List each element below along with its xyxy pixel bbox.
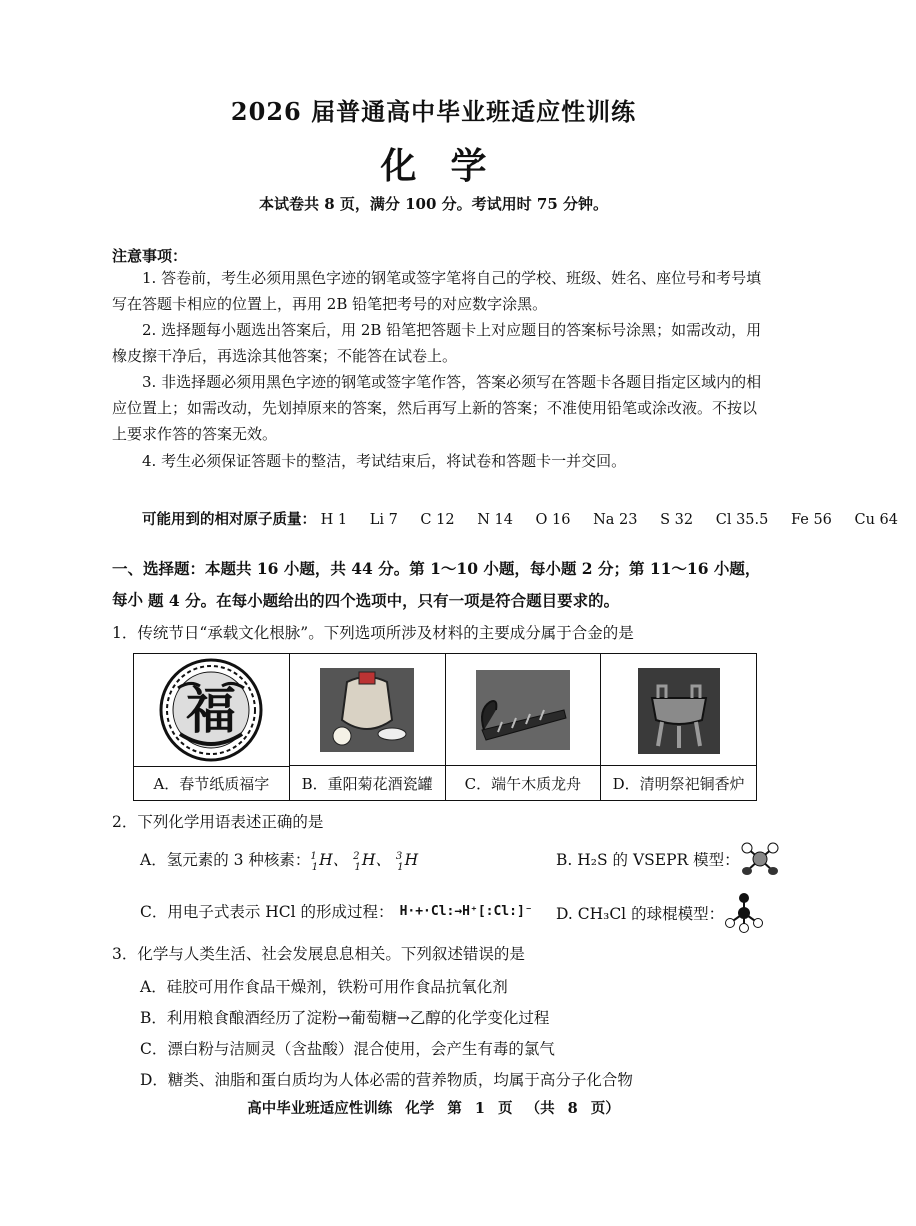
exam-title: 2026 届普通高中毕业班适应性训练 [230, 97, 637, 126]
atomic-mass: Cu 64 [854, 512, 899, 528]
option-c-cell [446, 654, 602, 800]
porcelain-jar-image [290, 654, 445, 766]
question-3-stem: 3．化学与人类生活、社会发展息息相关。下列叙述错误的是 [112, 945, 525, 963]
option-b-cell [290, 654, 446, 800]
fu-character: 福 [186, 681, 237, 740]
question-2-option-b: B. H₂S 的 VSEPR 模型： [556, 840, 780, 878]
question-2-option-d: D. CH₃Cl 的球棍模型： [556, 893, 764, 933]
question-3-option-a: A．硅胶可用作食品干燥剂，铁粉可用作食品抗氧化剂 [140, 978, 508, 996]
atomic-mass: Li 7 [369, 512, 398, 528]
atomic-masses [142, 508, 916, 529]
question-3-option-c: C．漂白粉与洁厕灵（含盐酸）混合使用，会产生有毒的氯气 [140, 1040, 555, 1058]
section-heading: 一、选择题：本题共 16 小题，共 44 分。第 1～10 小题，每小题 2 分；第 11～16 小题，每小 [112, 559, 761, 609]
option-a-cell [134, 654, 290, 800]
notice-item: 4. 考生必须保证答题卡的整洁，考试结束后，将试卷和答题卡一并交回。 [142, 452, 627, 470]
atomic-mass: S 32 [660, 512, 694, 528]
page-footer: 高中毕业班适应性训练 化学 第 1 页 （共 8 页） [247, 1100, 620, 1117]
notice-title: 注意事项： [112, 247, 188, 265]
atomic-mass: C 12 [420, 512, 455, 528]
question-3-option-b: B．利用粮食酿酒经历了淀粉→葡萄糖→乙醇的化学变化过程 [140, 1009, 550, 1027]
atomic-mass: O 16 [535, 512, 571, 528]
question-2-option-a: A．氢元素的 3 种核素： $^1_1$H、 $^2_1$H、 $^3_1$H [140, 848, 418, 870]
fu-paper-cut-image [134, 654, 289, 767]
hydrogen-isotopes: $^1_1$H、 $^2_1$H、 $^3_1$H [310, 851, 419, 873]
atomic-mass: N 14 [477, 512, 513, 528]
ball-stick-model-icon [724, 893, 764, 933]
hcl-electron-formula: H·+·Cl:→H⁺[:Cl:]⁻ [399, 903, 533, 919]
atomic-mass: Cl 35.5 [715, 512, 769, 528]
option-d-caption: D．清明祭祀铜香炉 [612, 774, 745, 793]
question-2-option-c: C．用电子式表示 HCl 的形成过程： H·+·Cl:→H⁺[:Cl:]⁻ [140, 903, 533, 921]
vsepr-model-icon [740, 840, 780, 878]
section-heading-cont: 题 4 分。在每小题给出的四个选项中，只有一项是符合题目要求的。 [148, 591, 620, 610]
atomic-masses-label: 可能用到的相对原子质量： [142, 511, 316, 528]
dragon-boat-image [446, 654, 601, 766]
exam-info: 本试卷共 8 页，满分 100 分。考试用时 75 分钟。 [259, 195, 608, 213]
question-1-image-table [133, 653, 757, 801]
atomic-mass: Fe 56 [790, 512, 832, 528]
question-3-option-d: D．糖类、油脂和蛋白质均为人体必需的营养物质，均属于高分子化合物 [140, 1071, 633, 1089]
notice-item: 3. 非选择题必须用黑色字迹的钢笔或签字笔作答，答案必须写在答题卡各题目指定区域内的相应位置上；如需改动，先划掉原来的答案，然后再写上新的答案；不准使用铅笔或涂改液。不按以上要求作答的答案无效。 [112, 373, 762, 443]
notice-item: 2. 选择题每小题选出答案后，用 2B 铅笔把答题卡上对应题目的答案标号涂黑；如需改动，用橡皮擦干净后，再选涂其他答案；不能答在试卷上。 [112, 321, 762, 365]
bronze-censer-image [601, 654, 756, 766]
question-2-stem: 2．下列化学用语表述正确的是 [112, 813, 324, 831]
notice-item: 1. 答卷前，考生必须用黑色字迹的钢笔或签字笔将自己的学校、班级、姓名、座位号和考号填写在答题卡相应的位置上，再用 2B 铅笔把考号的对应数字涂黑。 [112, 269, 762, 313]
option-a-caption: A．春节纸质福字 [153, 775, 270, 793]
option-c-caption: C．端午木质龙舟 [464, 774, 582, 793]
subject-title: 化学 [380, 145, 521, 187]
atomic-mass: Na 23 [593, 512, 638, 528]
option-b-caption: B．重阳菊花酒瓷罐 [301, 774, 433, 793]
option-d-cell [601, 654, 756, 800]
atomic-mass: H 1 [320, 512, 348, 528]
question-1-stem: 1．传统节日“承载文化根脉”。下列选项所涉及材料的主要成分属于合金的是 [112, 624, 634, 642]
